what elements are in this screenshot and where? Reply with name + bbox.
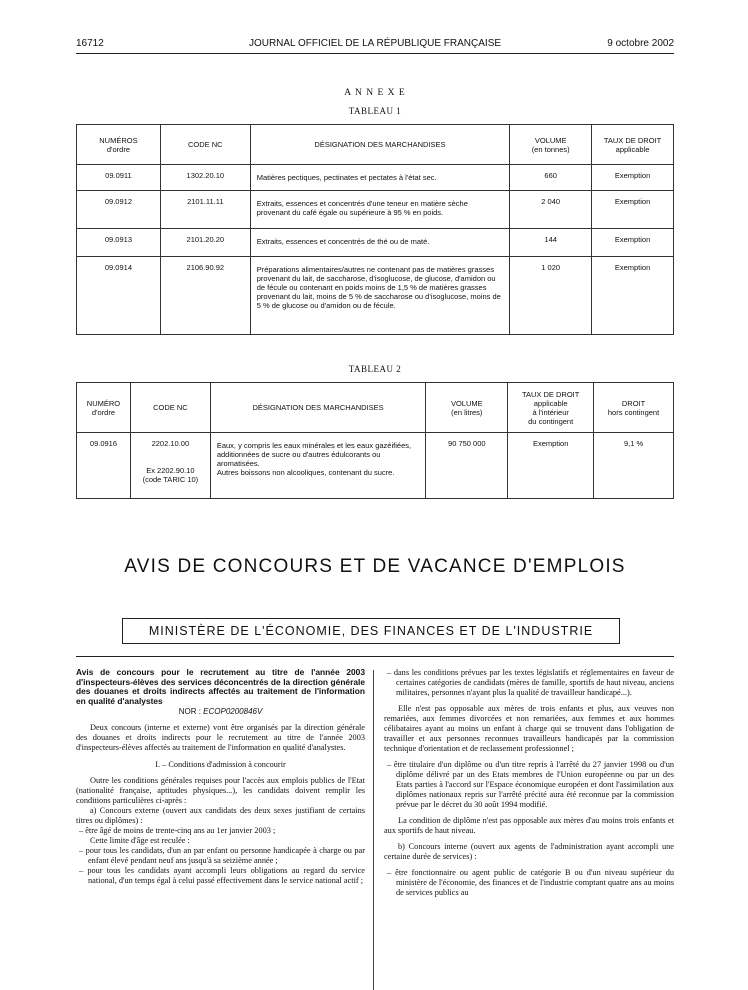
left-column [76, 668, 365, 886]
t2-header-droit: DROIT hors contingent [594, 383, 674, 433]
paragraph: Cette limite d'âge est reculée : [90, 836, 190, 845]
t2-cell-designation-2: Autres boissons non alcooliques, contenant du sucre. [216, 468, 395, 477]
column-divider [373, 670, 374, 990]
page-number: 16712 [76, 38, 104, 49]
nor-reference [76, 707, 365, 717]
t2-cell-numero: 09.0916 [89, 439, 118, 448]
t1-header-volume: VOLUME (en tonnes) [510, 125, 592, 165]
paragraph: Outre les conditions générales requises pour l'accès aux emplois publics de l'Etat (nationalité française, aptitudes physiques...), les candidats doivent remplir les conditions particulières ci-après : [76, 776, 365, 805]
t1-header-taux: TAUX DE DROIT applicable [592, 125, 674, 165]
header-rule [76, 53, 674, 54]
t1-cell-code: 2106.90.92 [186, 263, 225, 272]
t1-cell-numero: 09.0911 [105, 171, 132, 180]
t2-header-designation: DÉSIGNATION DES MARCHANDISES [210, 383, 426, 433]
t2-header-volume: VOLUME (en litres) [426, 383, 508, 433]
t1-cell-taux: Exemption [614, 235, 651, 244]
paragraph: Elle n'est pas opposable aux mères de trois enfants et plus, aux veuves non remariées, aux femmes divorcées et non remariées, aux femmes et aux hommes célibataires ayant au moins un enfant à charge qui se trouvent dans l'obligation de travailler et aux personnes reconnues travailleurs handicapés par la commission technique d'orientation et de reclassement professionnel ; [384, 704, 674, 753]
t2-header-taux: TAUX DE DROIT applicable à l'intérieur du contingent [508, 383, 594, 433]
t2-cell-taux: Exemption [532, 439, 569, 448]
issue-date: 9 octobre 2002 [607, 38, 674, 49]
dash-item: – être titulaire d'un diplôme ou d'un titre repris à l'arrêté du 27 janvier 1998 ou d'un diplôme délivré par un des Etats membres de l'Union européenne ou par un des Etats parties à l'accord sur l'Espace économique européen et dont l'assimilation aux diplômes nationaux repris sur l'arrêté précité aura été reconnue par la commission prévue par le décret du 30 août 1994 modifié. [387, 760, 674, 809]
t1-cell-volume: 660 [544, 171, 557, 180]
ministry-box: MINISTÈRE DE L'ÉCONOMIE, DES FINANCES ET DE L'INDUSTRIE [122, 618, 620, 644]
dash-item: – être âgé de moins de trente-cinq ans au 1er janvier 2003 ; [79, 826, 276, 835]
t1-cell-volume: 2 040 [541, 197, 561, 206]
table-row [77, 257, 674, 335]
right-column [384, 668, 674, 898]
paragraph: Deux concours (interne et externe) vont être organisés par la direction générale des douanes et droits indirects pour le recrutement au titre de l'année 2003 d'inspecteurs-élèves affectés au traitement de l'information en qualité d'analystes. [76, 723, 365, 752]
table-row [77, 433, 674, 499]
section-rule [76, 656, 674, 657]
t1-cell-designation: Préparations alimentaires/autres ne contenant pas de matières grasses provenant du lait, de saccharose, d'isoglucose, de glucose, d'amidon ou de fécule ou contenant en poids moins de 1,5 % de matières grasses provenant du lait, moins de 5 % de saccharose ou d'isoglucose, moins de 5 % de glucose ou d'amidon ou de fécule. [256, 265, 501, 310]
paragraph: La condition de diplôme n'est pas opposable aux mères d'au moins trois enfants et aux sportifs de haut niveau. [384, 816, 674, 835]
dash-item: – pour tous les candidats ayant accompli leurs obligations au regard du service national, d'un temps égal à celui passé effectivement dans le service national actif ; [79, 866, 365, 885]
t1-header-designation: DÉSIGNATION DES MARCHANDISES [250, 125, 510, 165]
avis-title: AVIS DE CONCOURS ET DE VACANCE D'EMPLOIS [124, 556, 626, 577]
t1-cell-code: 1302.20.10 [186, 171, 225, 180]
dash-item: – être fonctionnaire ou agent public de catégorie B ou d'un niveau supérieur du ministère de l'économie, des finances et de l'industrie comptant quatre ans au moins de services publics au [387, 868, 674, 897]
table-row [77, 165, 674, 191]
t2-cell-code-1: 2202.10.00 [151, 439, 190, 448]
t1-cell-volume: 144 [544, 235, 557, 244]
tableau2-caption: TABLEAU 2 [348, 364, 402, 374]
tableau-1 [76, 124, 674, 335]
t2-cell-designation-1: Eaux, y compris les eaux minérales et les eaux gazéifiées, additionnées de sucre ou d'autres édulcorants ou aromatisées. [216, 441, 412, 468]
annexe-title: A N N E X E [344, 88, 406, 98]
t1-cell-designation: Extraits, essences et concentrés d'une teneur en matière sèche provenant du café égale ou supérieure à 95 % en poids. [256, 199, 468, 217]
journal-title: JOURNAL OFFICIEL DE LA RÉPUBLIQUE FRANÇAISE [248, 38, 502, 49]
paragraph: b) Concours interne (ouvert aux agents de l'administration ayant accompli une certaine durée de services) : [384, 842, 674, 861]
t1-cell-taux: Exemption [614, 263, 651, 272]
t2-cell-code-2: Ex 2202.90.10 (code TARIC 10) [142, 466, 199, 484]
t2-cell-volume: 90 750 000 [448, 439, 486, 448]
t2-header-numero: NUMÉRO d'ordre [77, 383, 131, 433]
t1-cell-numero: 09.0913 [104, 235, 132, 244]
t1-cell-designation: Matières pectiques, pectinates et pectates à l'état sec. [256, 173, 437, 182]
nor-label: NOR : [178, 707, 201, 716]
dash-item: – dans les conditions prévues par les textes législatifs et réglementaires en faveur de certaines catégories de candidats (mères de famille, sportifs de haut niveau, anciens militaires, personnes n'ayant plus la qualité de travailleur handicapé...). [387, 668, 674, 697]
t2-cell-droit: 9,1 % [623, 439, 644, 448]
dash-item: – pour tous les candidats, d'un an par enfant ou personne handicapée à charge ou par enfant élevé pendant neuf ans jusqu'à sa seizième année ; [79, 846, 365, 865]
tableau-2 [76, 382, 674, 499]
t1-cell-numero: 09.0912 [104, 197, 132, 206]
paragraph: a) Concours externe (ouvert aux candidats des deux sexes justifiant de certains titres ou diplômes) : [76, 806, 365, 825]
tableau1-caption: TABLEAU 1 [348, 106, 402, 116]
t1-header-code: CODE NC [160, 125, 250, 165]
t1-cell-taux: Exemption [614, 197, 651, 206]
avis-subtitle: Avis de concours pour le recrutement au titre de l'année 2003 d'inspecteurs-élèves des services déconcentrés de la direction générale des douanes et droits indirects affectés au traitement de l'information en qualité d'analystes [76, 667, 365, 706]
t1-header-numero: NUMÉROS d'ordre [77, 125, 161, 165]
t1-cell-taux: Exemption [614, 171, 651, 180]
t1-cell-numero: 09.0914 [104, 263, 132, 272]
t2-header-code: CODE NC [130, 383, 210, 433]
t1-cell-code: 2101.11.11 [187, 197, 224, 206]
t1-cell-designation: Extraits, essences et concentrés de thé ou de maté. [256, 237, 430, 246]
table-row [77, 191, 674, 229]
table-row [77, 229, 674, 257]
section-heading: I. – Conditions d'admission à concourir [155, 760, 286, 769]
nor-code: ECOP0200846V [203, 707, 263, 716]
t1-cell-code: 2101.20.20 [186, 235, 225, 244]
t1-cell-volume: 1 020 [541, 263, 561, 272]
